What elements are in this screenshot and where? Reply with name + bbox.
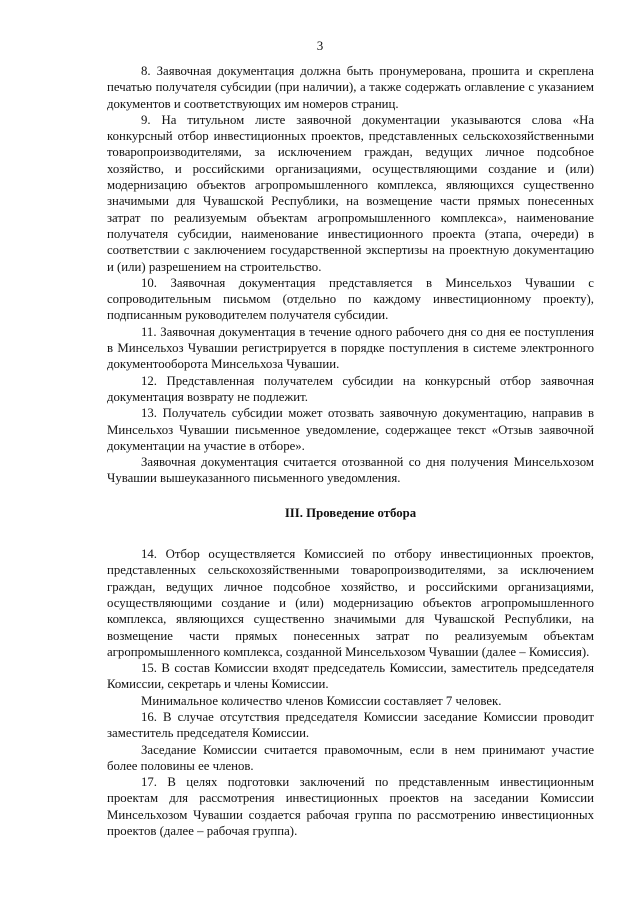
paragraph-9: 9. На титульном листе заявочной документации указываются слова «На конкурсный отбор инвестиционных проектов, представленных сельскохозяйственными товаропроизводителями, за исключением граждан, ведущих личное подсобное хозяйство, и российскими организациями, осуществляющими создание и (или) модернизацию объектов агропромышленного комплекса, являющихся существенно значимыми для Чувашской Республики, на возмещение части прямых понесенных затрат по реализуемым объектам агропромышленного комплекса», наименование получателя субсидии, наименование инвестиционного проекта (этапа, очереди) в соответствии с заключением государственной экспертизы на проектную документацию и (или) разрешением на строительство. xyxy=(107,112,594,274)
paragraph-8: 8. Заявочная документация должна быть пронумерована, прошита и скреплена печатью получателя субсидии (при наличии), а также содержать оглавление с указанием документов и соответствующих им номеров страниц. xyxy=(107,64,594,111)
paragraph-16: 16. В случае отсутствия председателя Комиссии заседание Комиссии проводит заместитель председателя Комиссии. xyxy=(107,709,594,741)
paragraph-10: 10. Заявочная документация представляется в Минсельхоз Чувашии с сопроводительным письмом (отдельно по каждому инвестиционному проекту), подписанным руководителем получателя субсидии. xyxy=(107,275,594,323)
paragraph-15: 15. В состав Комиссии входят председатель Комиссии, заместитель председателя Комиссии, секретарь и члены Комиссии. xyxy=(107,661,594,692)
paragraph-13: 13. Получатель субсидии может отозвать заявочную документацию, направив в Минсельхоз Чувашии письменное уведомление, содержащее текст «Отзыв заявочной документации на участие в отборе». xyxy=(107,406,594,453)
section-title: III. Проведение отбора xyxy=(284,505,417,520)
paragraph-15-note: Минимальное количество членов Комиссии составляет 7 человек. xyxy=(141,693,502,708)
paragraph-16-note: Заседание Комиссии считается правомочным, если в нем принимают участие более половины ее членов. xyxy=(107,742,594,773)
document-body xyxy=(107,63,594,839)
paragraph-17: 17. В целях подготовки заключений по представленным инвестиционным проектам для рассмотрения инвестиционных проектов на заседании Комиссии Минсельхозом Чувашии создается рабочая группа по рассмотрению инвестиционных проектов (далее – рабочая группа). xyxy=(107,775,594,839)
paragraph-13-note: Заявочная документация считается отозванной со дня получения Минсельхозом Чувашии вышеуказанного письменного уведомления. xyxy=(107,455,594,486)
page-number: 3 xyxy=(316,38,324,53)
paragraph-12: 12. Представленная получателем субсидии на конкурсный отбор заявочная документация возврату не подлежит. xyxy=(107,373,594,404)
paragraph-14: 14. Отбор осуществляется Комиссией по отбору инвестиционных проектов, представленных сельскохозяйственными товаропроизводителями, за исключением граждан, ведущих личное подсобное хозяйство, и российскими организациями, осуществляющими создание и (или) модернизацию объектов агропромышленного комплекса, являющихся существенно значимыми для Чувашской Республики, на возмещение части прямых понесенных затрат по реализуемым объектам агропромышленного комплекса, созданной Минсельхозом Чувашии (далее – Комиссия). xyxy=(107,547,594,659)
paragraph-11: 11. Заявочная документация в течение одного рабочего дня со дня ее поступления в Минсельхоз Чувашии регистрируется в порядке поступления в системе электронного документооборота Минсельхоза Чувашии. xyxy=(107,324,594,372)
